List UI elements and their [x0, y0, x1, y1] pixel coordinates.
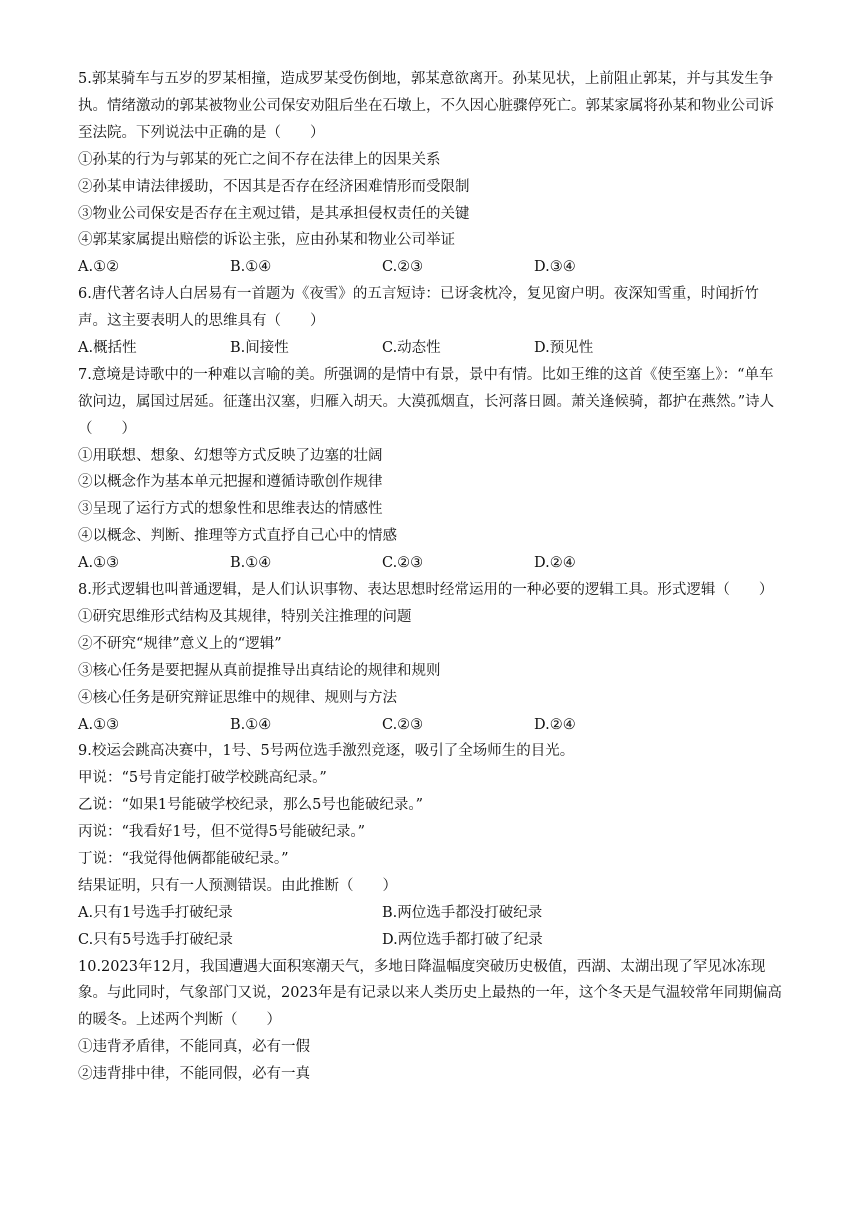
option-c[interactable]: C.②③	[382, 716, 424, 733]
answer-options	[78, 900, 784, 927]
option-d[interactable]: D.③④	[534, 259, 576, 276]
option-c[interactable]: C.②③	[382, 555, 424, 572]
statement-item: ①违背矛盾律，不能同真，必有一假	[78, 1039, 310, 1056]
statement-item: ④郭某家属提出赔偿的诉讼主张，应由孙某和物业公司举证	[78, 232, 455, 249]
statement-item: ②不研究“规律”意义上的“逻辑”	[78, 635, 282, 652]
option-b[interactable]: B.间接性	[230, 339, 289, 356]
statement-item: ④核心任务是研究辩证思维中的规律、规则与方法	[78, 689, 397, 706]
statement-item: ③呈现了运行方式的想象性和思维表达的情感性	[78, 501, 383, 518]
option-b[interactable]: B.两位选手都没打破纪录	[382, 904, 543, 921]
statement-item: ①孙某的行为与郭某的死亡之间不存在法律上的因果关系	[78, 151, 441, 168]
option-d[interactable]: D.两位选手都打破了纪录	[382, 931, 543, 948]
answer-options	[78, 927, 784, 954]
statement-item: ②违背排中律，不能同假，必有一真	[78, 1066, 310, 1083]
answer-options	[78, 335, 784, 362]
exam-page	[78, 66, 784, 1088]
statement-item: 丁说：“我觉得他俩都能破纪录。”	[78, 850, 289, 867]
option-d[interactable]: D.②④	[534, 555, 576, 572]
statement-item: 结果证明，只有一人预测错误。由此推断（ ）	[78, 877, 397, 894]
question-5	[78, 66, 784, 281]
option-d[interactable]: D.②④	[534, 716, 576, 733]
answer-options	[78, 712, 784, 739]
statement-item: ①用联想、想象、幻想等方式反映了边塞的壮阔	[78, 447, 383, 464]
question-stem: 9.校运会跳高决赛中，1号、5号两位选手激烈竞逐，吸引了全场师生的目光。	[78, 743, 575, 760]
question-7	[78, 362, 784, 577]
statement-item: ④以概念、判断、推理等方式直抒自己心中的情感	[78, 528, 397, 545]
option-b[interactable]: B.①④	[230, 555, 272, 572]
statement-item: ③物业公司保安是否存在主观过错，是其承担侵权责任的关键	[78, 205, 470, 222]
question-10	[78, 954, 784, 1089]
option-a[interactable]: A.①②	[78, 259, 120, 276]
statement-item: ②以概念作为基本单元把握和遵循诗歌创作规律	[78, 474, 383, 491]
statement-item: 丙说：“我看好1号，但不觉得5号能破纪录。”	[78, 824, 366, 841]
question-9	[78, 738, 784, 953]
statement-item: ③核心任务是要把握从真前提推导出真结论的规律和规则	[78, 662, 441, 679]
question-stem: 7.意境是诗歌中的一种难以言喻的美。所强调的是情中有景，景中有情。比如王维的这首《使至塞上》：“单车欲问边，属国过居延。征蓬出汉塞，归雁入胡天。大漠孤烟直，长河落日圆。萧关逢候骑，都护在燕然。”诗人（ ）	[78, 366, 775, 437]
statement-item: ①研究思维形式结构及其规律，特别关注推理的问题	[78, 608, 412, 625]
answer-options	[78, 550, 784, 577]
option-b[interactable]: B.①④	[230, 259, 272, 276]
option-a[interactable]: A.只有1号选手打破纪录	[78, 904, 233, 921]
question-6	[78, 281, 784, 362]
option-a[interactable]: A.①③	[78, 716, 120, 733]
question-stem: 5.郭某骑车与五岁的罗某相撞，造成罗某受伤倒地，郭某意欲离开。孙某见状，上前阻止郭某，并与其发生争执。情绪激动的郭某被物业公司保安劝阻后坐在石墩上，不久因心脏骤停死亡。郭某家属将孙某和物业公司诉至法院。下列说法中正确的是（ ）	[78, 71, 774, 141]
option-a[interactable]: A.概括性	[78, 339, 137, 356]
statement-item: 甲说：“5号肯定能打破学校跳高纪录。”	[78, 770, 327, 787]
question-8	[78, 577, 784, 738]
option-b[interactable]: B.①④	[230, 716, 272, 733]
question-stem: 10.2023年12月，我国遭遇大面积寒潮天气，多地日降温幅度突破历史极值，西湖、太湖出现了罕见冰冻现象。与此同时，气象部门又说，2023年是有记录以来人类历史上最热的一年，这个冬天是气温较常年同期偏高的暖冬。上述两个判断（ ）	[78, 958, 782, 1029]
option-c[interactable]: C.②③	[382, 259, 424, 276]
option-d[interactable]: D.预见性	[534, 339, 594, 356]
statement-item: 乙说：“如果1号能破学校纪录，那么5号也能破纪录。”	[78, 797, 424, 814]
answer-options	[78, 254, 784, 281]
statement-item: ②孙某申请法律援助，不因其是否存在经济困难情形而受限制	[78, 178, 470, 195]
question-stem: 8.形式逻辑也叫普通逻辑，是人们认识事物、表达思想时经常运用的一种必要的逻辑工具。形式逻辑（ ）	[78, 582, 774, 599]
option-a[interactable]: A.①③	[78, 555, 120, 572]
question-stem: 6.唐代著名诗人白居易有一首题为《夜雪》的五言短诗：已讶衾枕冷，复见窗户明。夜深知雪重，时闻折竹声。这主要表明人的思维具有（ ）	[78, 286, 759, 330]
option-c[interactable]: C.动态性	[382, 339, 441, 356]
option-c[interactable]: C.只有5号选手打破纪录	[78, 931, 233, 948]
